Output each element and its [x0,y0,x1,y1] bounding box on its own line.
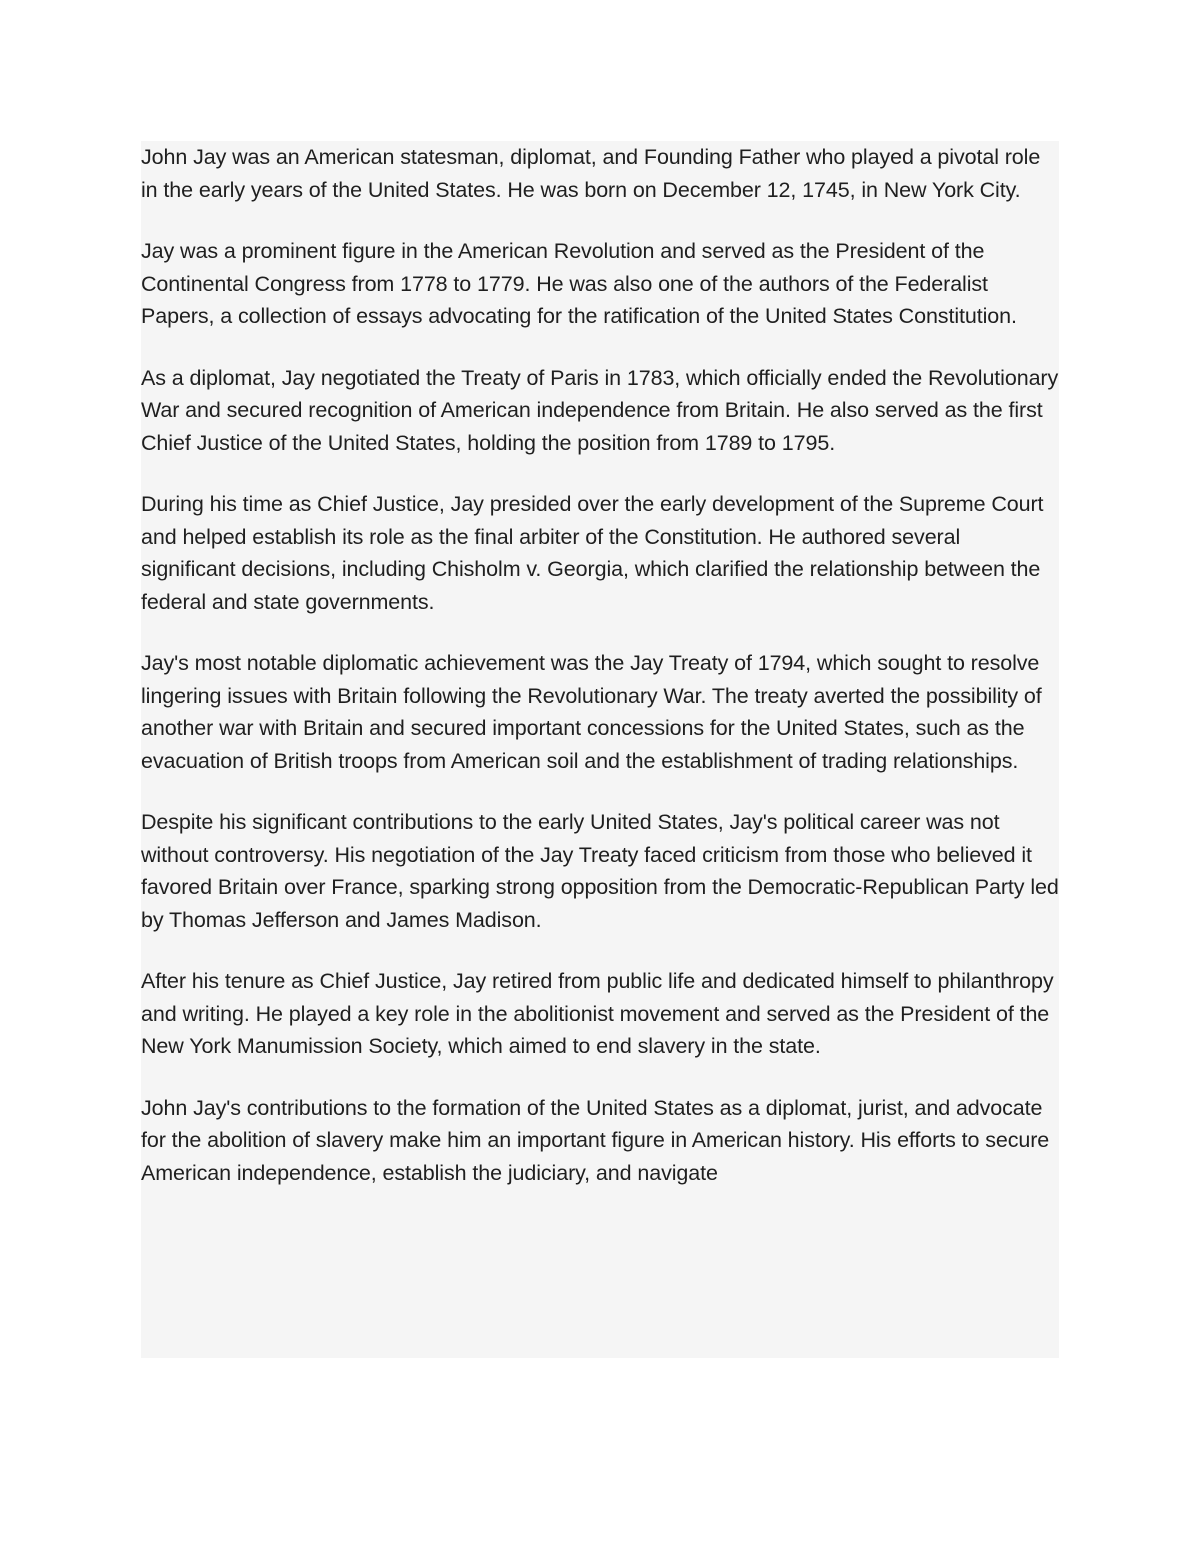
paragraph-5: Jay's most notable diplomatic achievement was the Jay Treaty of 1794, which sought to resolve lingering issues with Britain following the Revolutionary War. The treaty averted the possibility of another war with Britain and secured important concessions for the United States, such as the evacuation of British troops from American soil and the establishment of trading relationships. [141,651,1042,773]
paragraph-4: During his time as Chief Justice, Jay presided over the early development of the Supreme Court and helped establish its role as the final arbiter of the Constitution. He authored several significant decisions, including Chisholm v. Georgia, which clarified the relationship between the federal and state governments. [141,492,1044,614]
paragraph-8: John Jay's contributions to the formation of the United States as a diplomat, jurist, and advocate for the abolition of slavery make him an important figure in American history. His efforts to secure American independence, establish the judiciary, and navigate [141,1095,1050,1185]
paragraph-2: Jay was a prominent figure in the American Revolution and served as the President of the Continental Congress from 1778 to 1779. He was also one of the authors of the Federalist Papers, a collection of essays advocating for the ratification of the United States Constitution. [141,239,1017,328]
text-block [141,141,1059,1358]
paragraph-6: Despite his significant contributions to the early United States, Jay's political career was not without controversy. His negotiation of the Jay Treaty faced criticism from those who believed it favored Britain over France, sparking strong opposition from the Democratic-Republican Party led by Thomas Jefferson and James Madison. [141,810,1059,932]
paragraph-7: After his tenure as Chief Justice, Jay retired from public life and dedicated himself to philanthropy and writing. He played a key role in the abolitionist movement and served as the President of the New York Manumission Society, which aimed to end slavery in the state. [141,969,1054,1058]
paragraph-3: As a diplomat, Jay negotiated the Treaty of Paris in 1783, which officially ended the Revolutionary War and secured recognition of American independence from Britain. He also served as the first Chief Justice of the United States, holding the position from 1789 to 1795. [141,365,1059,455]
paragraph-1: John Jay was an American statesman, diplomat, and Founding Father who played a pivotal role in the early years of the United States. He was born on December 12, 1745, in New York City. [141,145,1041,202]
